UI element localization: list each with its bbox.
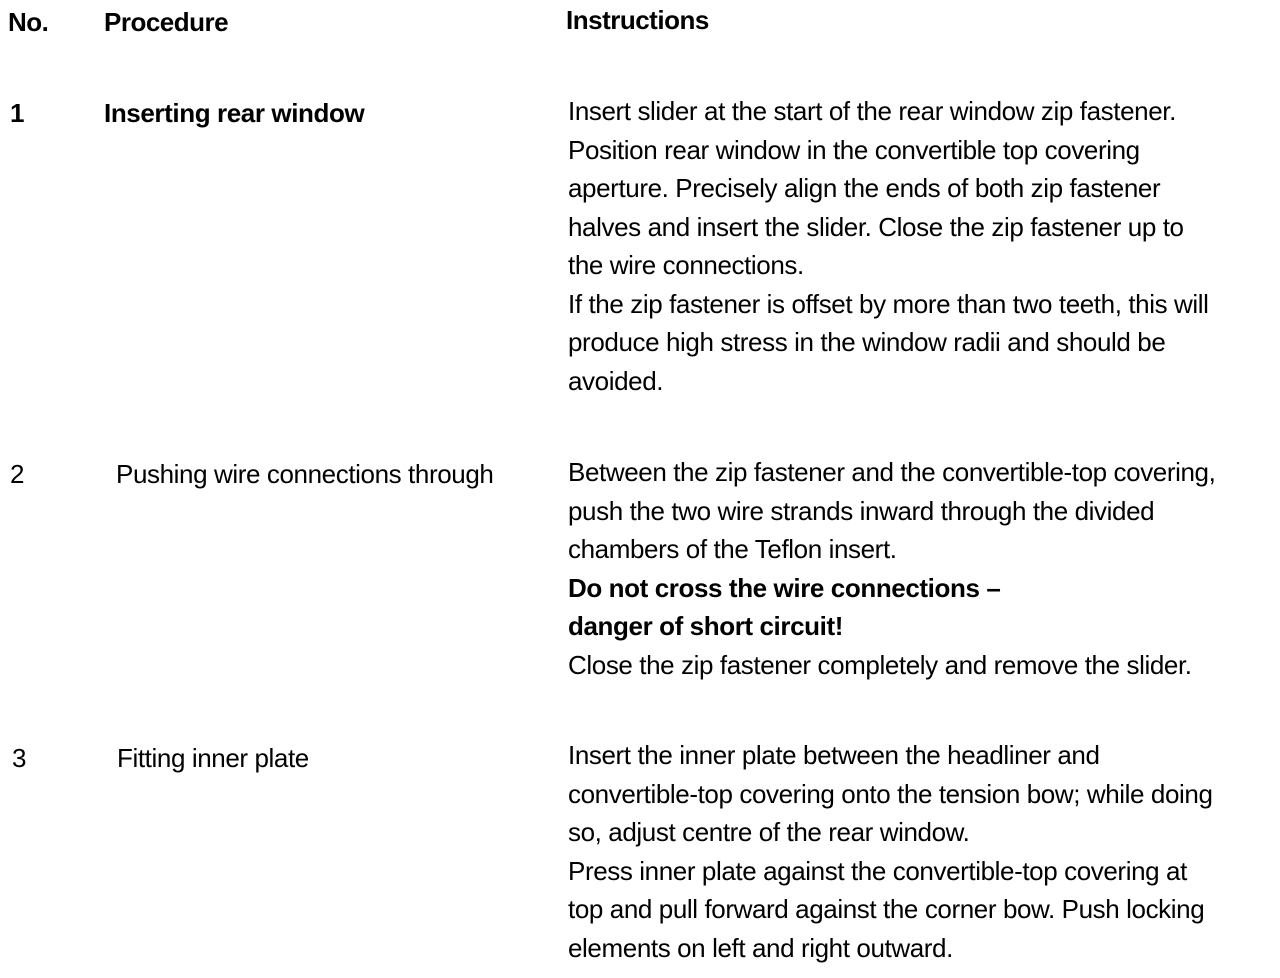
instruction-line: Between the zip fastener and the convertible-top covering, [568, 457, 1216, 487]
instruction-line: the wire connections. [568, 250, 804, 280]
instruction-line: convertible-top covering onto the tension bow; while doing [568, 778, 1213, 809]
column-header-instructions: Instructions [566, 5, 709, 35]
instruction-line: so, adjust centre of the rear window. [568, 817, 970, 847]
step-instructions [568, 453, 1274, 684]
instruction-line: Insert the inner plate between the headliner and [568, 740, 1100, 770]
instruction-line: Position rear window in the convertible top covering [568, 134, 1140, 165]
step-number: 1 [10, 98, 25, 128]
step-procedure: Inserting rear window [104, 98, 365, 128]
step-number: 2 [10, 459, 25, 489]
instruction-line: chambers of the Teflon insert. [568, 534, 897, 564]
step-number: 3 [12, 743, 27, 773]
instruction-line: aperture. Precisely align the ends of both zip fastener [568, 173, 1161, 203]
instruction-line: Close the zip fastener completely and remove the slider. [568, 649, 1192, 680]
column-header-procedure: Procedure [104, 7, 229, 37]
step-procedure: Pushing wire connections through [116, 459, 494, 489]
instruction-line: top and pull forward against the corner bow. Push locking [568, 894, 1205, 924]
instruction-line: Insert slider at the start of the rear window zip fastener. [568, 96, 1176, 126]
step-procedure: Fitting inner plate [117, 743, 309, 773]
instruction-line: produce high stress in the window radii and should be [568, 327, 1166, 357]
column-header-no: No. [8, 7, 49, 37]
instruction-line: avoided. [568, 365, 664, 396]
instruction-line: Press inner plate against the convertible-top covering at [568, 855, 1187, 886]
instruction-line: halves and insert the slider. Close the zip fastener up to [568, 211, 1184, 242]
instruction-line: elements on left and right outward. [568, 932, 953, 963]
warning-line: danger of short circuit! [568, 611, 843, 641]
warning-line: Do not cross the wire connections – [568, 572, 1001, 603]
step-instructions [568, 92, 1274, 400]
step-instructions [568, 736, 1274, 967]
instruction-line: If the zip fastener is offset by more than two teeth, this will [568, 288, 1209, 319]
instruction-line: push the two wire strands inward through the divided [568, 495, 1155, 526]
